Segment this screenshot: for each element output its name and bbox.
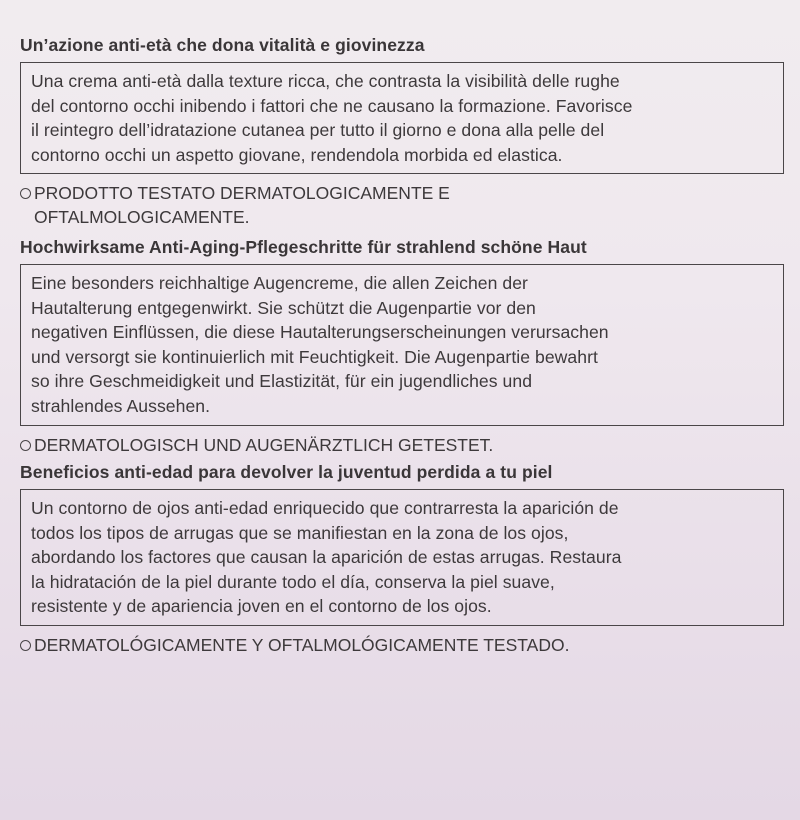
description-line: Un contorno de ojos anti-edad enriquecido que contrarresta la aparición de [31, 498, 619, 518]
section-title: Beneficios anti-edad para devolver la juventud perdida a tu piel [20, 462, 553, 482]
circle-bullet-icon [20, 188, 31, 199]
section-italian [20, 34, 784, 229]
description-line: resistente y de apariencia joven en el contorno de los ojos. [31, 596, 492, 617]
circle-bullet-icon [20, 640, 31, 651]
note-line: OFTALMOLOGICAMENTE. [34, 206, 250, 227]
note-line: PRODOTTO TESTATO DERMATOLOGICAMENTE E [34, 183, 450, 204]
description-line: contorno occhi un aspetto giovane, rendendola morbida ed elastica. [31, 144, 563, 165]
note-line: DERMATOLÓGICAMENTE Y OFTALMOLÓGICAMENTE TESTADO. [34, 634, 570, 655]
test-note [20, 182, 784, 229]
description-line: Hautalterung entgegenwirkt. Sie schützt die Augenpartie vor den [31, 297, 536, 318]
description-line: Eine besonders reichhaltige Augencreme, die allen Zeichen der [31, 273, 528, 293]
description-line: und versorgt sie kontinuierlich mit Feuchtigkeit. Die Augenpartie bewahrt [31, 346, 598, 367]
description-line: negativen Einflüssen, die diese Hautalterungserscheinungen verursachen [31, 322, 609, 343]
test-note [20, 434, 784, 458]
description-line: la hidratación de la piel durante todo el día, conserva la piel suave, [31, 571, 555, 592]
section-title: Un’azione anti-età che dona vitalità e giovinezza [20, 35, 425, 55]
description-line: todos los tipos de arrugas que se manifiestan en la zona de los ojos, [31, 522, 569, 543]
description-line: Una crema anti-età dalla texture ricca, che contrasta la visibilità delle rughe [31, 71, 620, 91]
description-line: il reintegro dell’idratazione cutanea per tutto il giorno e dona alla pelle del [31, 120, 605, 141]
description-line: so ihre Geschmeidigkeit und Elastizität, für ein jugendliches und [31, 371, 533, 392]
description-box [20, 264, 784, 426]
description-box [20, 62, 784, 174]
section-spanish [20, 461, 784, 657]
description-box [20, 489, 784, 626]
section-title: Hochwirksame Anti-Aging-Pflegeschritte für strahlend schöne Haut [20, 237, 587, 257]
description-line: del contorno occhi inibendo i fattori che ne causano la formazione. Favorisce [31, 95, 633, 116]
section-german [20, 236, 784, 457]
description-line: strahlendes Aussehen. [31, 395, 211, 416]
note-line: DERMATOLOGISCH UND AUGENÄRZTLICH GETESTET. [34, 434, 494, 455]
description-line: abordando los factores que causan la aparición de estas arrugas. Restaura [31, 547, 622, 568]
circle-bullet-icon [20, 440, 31, 451]
test-note [20, 634, 784, 658]
